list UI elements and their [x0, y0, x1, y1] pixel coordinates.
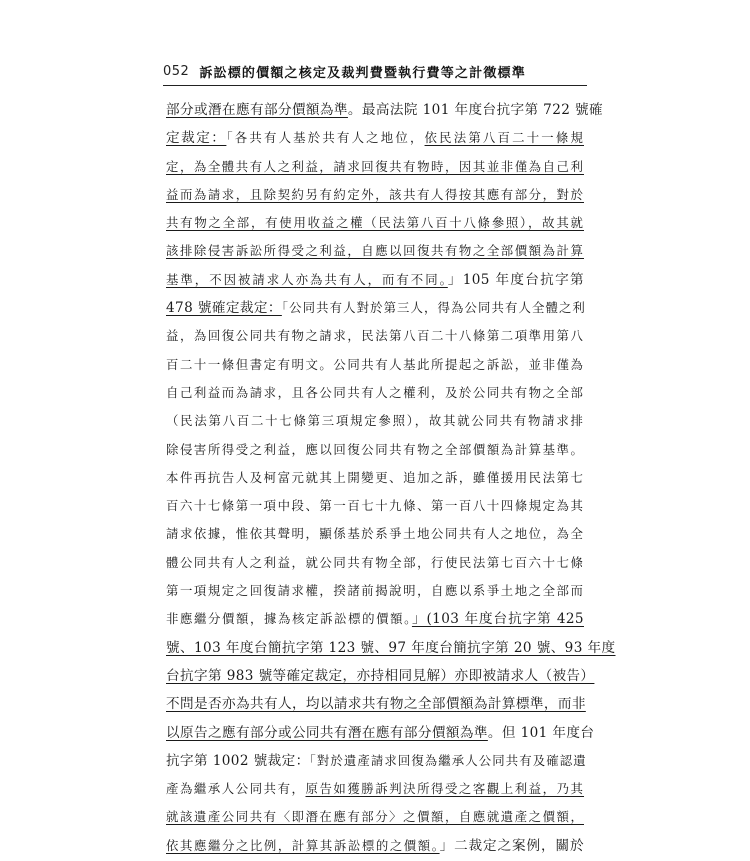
text-segment: 百六十七條第一項中段、第一百七十九條、第一百八十四條規定為其 — [166, 498, 584, 514]
underlined-text: 478 號確定裁定： — [166, 300, 282, 317]
underlined-text: 就該遺產公同共有〈即潛在應有部分〉之價額，自應就遺產之價額， — [166, 809, 584, 825]
header-rule — [163, 85, 587, 86]
page-number: 052 — [163, 63, 190, 79]
text-line — [166, 322, 584, 350]
text-segment: 」105 年度台抗字第 — [447, 271, 584, 288]
text-line — [166, 775, 584, 803]
underlined-text: 依其應繼分之比例，計算其訴訟標的之價額。 — [166, 837, 440, 853]
text-segment: （民法第八百二十七條第三項規定參照），故其就公同共有物請求排 — [166, 413, 584, 429]
text-line — [166, 662, 595, 690]
text-line — [166, 690, 584, 718]
underlined-text: 定，為全體共有人之利益，請求回復共有物時，因其並非僅為自己利 — [166, 158, 584, 174]
underlined-text: 」(103 年度台抗字第 425 — [411, 611, 584, 628]
underlined-text: 該排除侵害訴訟所得受之利益，自應以回復共有物之全部價額為計算 — [166, 243, 584, 259]
text-segment: 除侵害所得受之利益，應以回復公同共有物之全部價額為計算基準。 — [166, 441, 584, 457]
text-segment: 百二十一條但書定有明文。公同共有人基此所提起之訴訟，並非僅為 — [166, 356, 584, 372]
text-segment: 「公同共有人對於第三人，得為公同共有人全體之利 — [281, 300, 586, 316]
underlined-text: 台抗字第 983 號等確定裁定，亦持相同見解） — [166, 667, 455, 684]
underlined-text: 以原告之應有部分或公同共有潛在應有部分價額為準 — [166, 724, 488, 741]
underlined-text: 基準，不因被請求人亦為共有人，而有不同。 — [166, 271, 448, 287]
text-segment: 抗字第 1002 號裁定： — [166, 752, 310, 769]
text-segment: 益，為回復公同共有物之請求，民法第八百二十八條第二項準用第八 — [166, 328, 584, 344]
text-line — [166, 379, 584, 407]
underlined-text: 號、103 年度台簡抗字第 123 號、97 年度台簡抗字第 20 號、93 年度 — [166, 639, 616, 656]
text-line — [166, 124, 584, 152]
text-segment: 「各共有人基於共有人之地位， — [226, 130, 425, 146]
text-segment: 本件再抗告人及柯富元就其上開變更、追加之訴，雖僅援用民法第七 — [166, 469, 584, 485]
text-line — [166, 719, 595, 747]
text-line — [166, 747, 587, 775]
text-line — [166, 294, 584, 322]
text-segment: 第一項規定之回復請求權，揆諸前揭說明，自應以系爭土地之全部而 — [166, 583, 584, 599]
text-segment: 體公同共有人之利益，就公同共有物全部，行使民法第七百六十七條 — [166, 554, 584, 570]
text-line — [166, 407, 584, 435]
text-line — [166, 351, 584, 379]
underlined-text: 原告如獲勝訴判決所得受之客觀上利益，乃其 — [305, 781, 585, 797]
text-segment: 自己利益而為請求，且各公同共有人之權利，及於公同共有物之全部 — [166, 384, 584, 400]
underlined-text: 不問是否亦為共有人，均以請求共有物之全部價額為計算標準，而非 — [166, 696, 586, 713]
text-line — [166, 577, 584, 605]
text-segment: 請求依據，惟依其聲明，顯係基於系爭土地公同共有人之地位，為全 — [166, 526, 584, 542]
text-line — [166, 96, 604, 124]
book-title: 訴訟標的價額之核定及裁判費暨執行費等之計徵標準 — [199, 65, 526, 81]
text-line — [166, 266, 584, 294]
text-segment: 。最高法院 101 年度台抗字第 722 號確 — [347, 102, 604, 118]
text-line — [166, 549, 584, 577]
underlined-text: 共有物之全部，有使用收益之權（民法第八百十八條參照），故其就 — [166, 215, 584, 231]
text-segment: 「對於遺產請求回復為繼承人公同共有及確認遺 — [309, 752, 587, 768]
text-segment: 。但 101 年度台 — [487, 724, 595, 741]
underlined-text: 依民法第八百二十一條規 — [424, 130, 584, 146]
text-line — [166, 153, 584, 181]
underlined-text: 亦即被請求人（被告） — [454, 667, 595, 684]
body-text — [166, 96, 616, 860]
text-segment: 非應繼分價額，據為核定訴訟標的價額。 — [166, 611, 412, 627]
text-line — [166, 181, 584, 209]
underlined-text: 部分或潛在應有部分價額為準 — [166, 102, 348, 118]
text-line — [166, 436, 584, 464]
text-line — [166, 605, 584, 633]
text-line — [166, 832, 584, 860]
running-header — [163, 60, 588, 82]
text-segment: 」二裁定之案例，關於 — [439, 837, 584, 854]
underlined-text: 益而為請求，且除契約另有約定外，該共有人得按其應有部分，對於 — [166, 186, 584, 202]
text-line — [166, 634, 616, 662]
text-line — [166, 209, 584, 237]
text-line — [166, 464, 584, 492]
text-line — [166, 803, 584, 831]
text-segment: 產為繼承人公同共有， — [166, 781, 306, 797]
underlined-text: 定裁定： — [166, 130, 227, 147]
text-line — [166, 237, 584, 265]
text-line — [166, 492, 584, 520]
text-line — [166, 520, 584, 548]
